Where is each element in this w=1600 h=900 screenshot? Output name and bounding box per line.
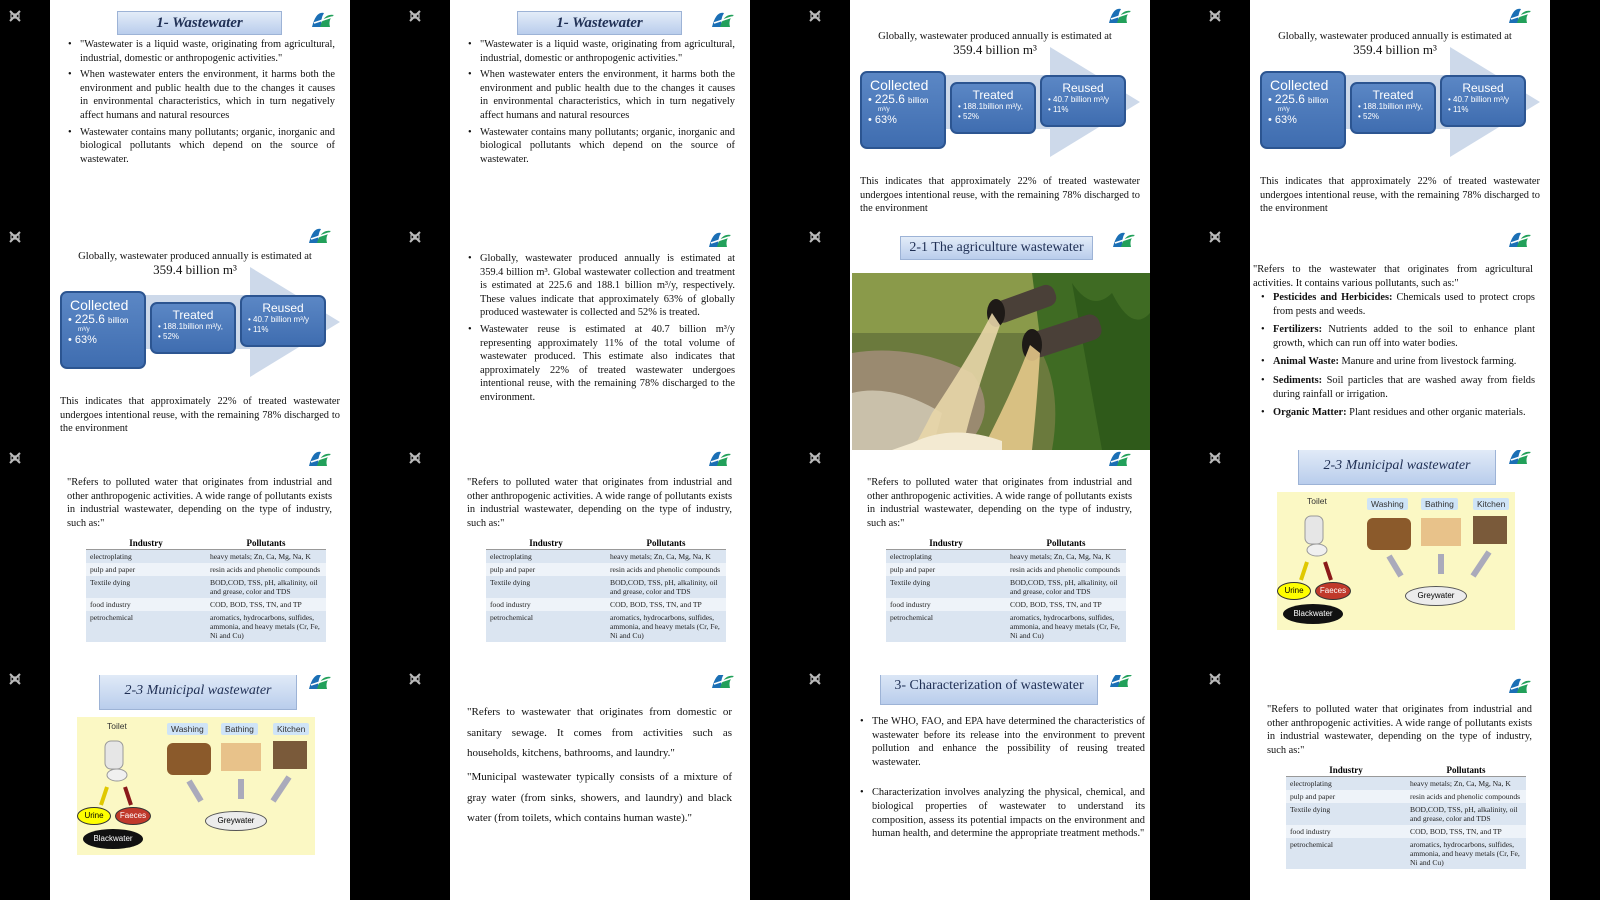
table-row <box>1286 777 1526 791</box>
pollutants-cell: resin acids and phenolic compounds <box>1006 563 1126 576</box>
reused-label: Reused <box>1062 81 1104 95</box>
collected-pct: 63% <box>874 114 897 126</box>
collected-unit: billion <box>1308 96 1329 105</box>
pollutants-cell: COD, BOD, TSS, TN, and TP <box>206 598 326 611</box>
slide-column-1 <box>50 0 350 900</box>
column-header: Pollutants <box>1406 764 1526 777</box>
pollutants-cell: aromatics, hydrocarbons, sulfides, ammonia, and heavy metals (Cr, Fe, Ni and Cu) <box>206 611 326 642</box>
wastewater-flow-diagram <box>860 47 1140 157</box>
bullet-item: • The WHO, FAO, and EPA have determined the characteristics of wastewater before its release into the environment to prevent pollution and enhance the possibility of reusing treated wastewater. <box>862 715 1145 769</box>
washing-label: Washing <box>1367 498 1408 510</box>
municipal-definition: "Refers to wastewater that originates from domestic or sanitary sewage. It comes from activities such as households, kitchens, bathrooms, and laundry." <box>467 706 732 759</box>
table-row <box>1286 825 1526 838</box>
pollutant-list <box>1253 291 1535 425</box>
treated-pct: 52% <box>963 112 980 121</box>
table-row <box>886 611 1126 642</box>
industry-cell: pulp and paper <box>1286 790 1406 803</box>
slide-title: 1- Wastewater <box>517 11 682 35</box>
bullet-item: • Globally, wastewater produced annually is estimated at 359.4 billion m³. Global wastewater collection and treatment is estimated at 225.6 and 188.1 billion m³/y, respectively. These values indicate that approximately 63% of globally produced wastewater is collected and 52% is treated. <box>470 252 735 320</box>
table-row <box>886 598 1126 611</box>
washing-label: Washing <box>167 723 208 735</box>
pollutant-item <box>1263 374 1535 401</box>
industry-cell: Textile dying <box>86 576 206 598</box>
global-total: 359.4 billion m³ <box>1353 42 1437 57</box>
slide-industrial[interactable] <box>850 450 1150 675</box>
collected-box: Collected • 225.6 billion m³/y • 63% <box>60 291 146 369</box>
pollutant-term: Pesticides and Herbicides: <box>1273 292 1393 303</box>
table-row <box>486 611 726 642</box>
table-row <box>1286 790 1526 803</box>
pollutant-description: Chemicals used to protect crops from pests and weeds. <box>1273 292 1535 317</box>
column-header: Industry <box>86 537 206 550</box>
treated-pct: 52% <box>1363 112 1380 121</box>
column-header: Industry <box>886 537 1006 550</box>
table-row <box>86 598 326 611</box>
greywater-label: Greywater <box>1405 586 1467 606</box>
slide-municipal-text[interactable] <box>450 675 750 900</box>
pollutant-description: Manure and urine from livestock farming. <box>1338 356 1517 368</box>
company-logo-icon <box>707 450 733 470</box>
bullet-item: • Characterization involves analyzing the physical, chemical, and biological properties of wastewater to understand its composition, assess its potential impacts on the environment and human health, and determine the appropriate treatment methods." <box>862 786 1145 840</box>
slide-industrial[interactable] <box>50 450 350 675</box>
industrial-definition: "Refers to polluted water that originates from industrial and other anthropogenic activities. A wide range of pollutants exists in industrial wastewater, depending on the type of industry, such as:" <box>467 477 732 529</box>
treated-label: Treated <box>972 88 1014 102</box>
slide-global-flow[interactable] <box>50 225 350 450</box>
slide-title: 2-1 The agriculture wastewater <box>900 236 1093 260</box>
bullet-item: • Wastewater reuse is estimated at 40.7 billion m³/y representing approximately 11% of the total volume of wastewater produced. This estimate also indicates that approximately 22% of treated wastewater undergoes intentional reuse, with the remaining 78% discharged to the environment. <box>470 323 735 405</box>
reuse-conclusion: This indicates that approximately 22% of treated wastewater undergoes intentional reuse, with the remaining 78% discharged to the environment <box>1260 176 1540 215</box>
faeces-label: Faeces <box>115 807 151 825</box>
pollutants-cell: heavy metals; Zn, Ca, Mg, Na, K <box>606 550 726 564</box>
table-row <box>486 563 726 576</box>
grid-icon[interactable] <box>808 451 822 465</box>
grid-icon[interactable] <box>1208 230 1222 244</box>
pollutants-table <box>86 537 326 642</box>
pollutants-cell: heavy metals; Zn, Ca, Mg, Na, K <box>206 550 326 564</box>
column-header: Pollutants <box>206 537 326 550</box>
grid-icon[interactable] <box>1208 451 1222 465</box>
company-logo-icon <box>1107 5 1133 27</box>
pollutant-term: Organic Matter: <box>1273 407 1347 419</box>
pollutant-item <box>1263 291 1535 318</box>
industry-cell: petrochemical <box>1286 838 1406 869</box>
slide-municipal[interactable] <box>1250 450 1550 675</box>
collected-label: Collected <box>870 77 929 93</box>
collected-label: Collected <box>70 297 129 313</box>
slide-title: 1- Wastewater <box>117 11 282 35</box>
grid-icon[interactable] <box>8 451 22 465</box>
industry-cell: electroplating <box>1286 777 1406 791</box>
treated-box: Treated • 188.1billion m³/y, • 52% <box>1350 82 1436 134</box>
collected-value: 225.6 <box>1274 92 1305 106</box>
slide-title: 2-3 Municipal wastewater <box>99 675 297 710</box>
company-logo-icon <box>710 675 736 692</box>
table-row <box>886 550 1126 564</box>
pollutants-cell: resin acids and phenolic compounds <box>606 563 726 576</box>
company-logo-icon <box>310 9 336 31</box>
global-total: 359.4 billion m³ <box>953 42 1037 57</box>
pollutants-cell: COD, BOD, TSS, TN, and TP <box>1406 825 1526 838</box>
blackwater-label: Blackwater <box>83 829 143 849</box>
pollutants-cell: resin acids and phenolic compounds <box>206 563 326 576</box>
company-logo-icon <box>1107 450 1133 470</box>
municipal-diagram <box>1277 492 1515 630</box>
table-row <box>486 550 726 564</box>
slide-global-flow[interactable] <box>850 0 1150 225</box>
pollutants-cell: aromatics, hydrocarbons, sulfides, ammonia, and heavy metals (Cr, Fe, Ni and Cu) <box>1406 838 1526 869</box>
treated-label: Treated <box>1372 88 1414 102</box>
pollutants-table <box>486 537 726 642</box>
municipal-composition: "Municipal wastewater typically consists of a mixture of gray water (from sinks, showers, and laundry) and black water (from toilets, which contains human waste)." <box>467 771 732 824</box>
collected-unit2: m³/y <box>878 107 890 113</box>
reuse-conclusion: This indicates that approximately 22% of treated wastewater undergoes intentional reuse, with the remaining 78% discharged to the environment <box>860 176 1140 215</box>
company-logo-icon <box>707 229 733 251</box>
reused-value: 40.7 billion m³/y <box>253 315 310 324</box>
pollutant-description: Soil particles that are washed away from fields during rainfall or irrigation. <box>1273 374 1535 400</box>
grid-icon[interactable] <box>8 230 22 244</box>
pollutants-cell: COD, BOD, TSS, TN, and TP <box>1006 598 1126 611</box>
industry-cell: food industry <box>486 598 606 611</box>
slide-global-text[interactable] <box>450 225 750 450</box>
collected-pct: 63% <box>74 334 97 346</box>
collected-box: Collected • 225.6 billion m³/y • 63% <box>860 71 946 149</box>
global-intro: Globally, wastewater produced annually is estimated at <box>1278 31 1512 42</box>
reuse-conclusion: This indicates that approximately 22% of treated wastewater undergoes intentional reuse, with the remaining 78% discharged to the environment <box>60 396 340 435</box>
industry-cell: food industry <box>886 598 1006 611</box>
slide-column-2 <box>450 0 750 900</box>
industry-cell: pulp and paper <box>486 563 606 576</box>
municipal-diagram <box>77 717 315 855</box>
table-row <box>486 576 726 598</box>
industrial-definition: "Refers to polluted water that originates from industrial and other anthropogenic activities. A wide range of pollutants exists in industrial wastewater, depending on the type of industry, such as:" <box>67 477 332 529</box>
treated-label: Treated <box>172 308 214 322</box>
bullet-list <box>460 252 735 408</box>
treated-value: 188.1billion m³/y, <box>1363 102 1423 111</box>
industry-cell: pulp and paper <box>86 563 206 576</box>
global-intro: Globally, wastewater produced annually is estimated at <box>78 251 312 262</box>
company-logo-icon <box>307 225 333 247</box>
pollutants-cell: BOD,COD, TSS, pH, alkalinity, oil and grease, color and TDS <box>606 576 726 598</box>
slide-industrial[interactable] <box>1250 675 1550 900</box>
pollutants-cell: aromatics, hydrocarbons, sulfides, ammonia, and heavy metals (Cr, Fe, Ni and Cu) <box>1006 611 1126 642</box>
grid-icon[interactable] <box>8 672 22 686</box>
column-header: Industry <box>486 537 606 550</box>
slide-wastewater-intro[interactable] <box>450 0 750 225</box>
pollutant-term: Animal Waste: <box>1273 356 1339 368</box>
collected-value: 225.6 <box>74 312 105 326</box>
grid-icon[interactable] <box>408 451 422 465</box>
reused-label: Reused <box>1462 81 1504 95</box>
pollutants-cell: BOD,COD, TSS, pH, alkalinity, oil and grease, color and TDS <box>206 576 326 598</box>
collected-label: Collected <box>1270 77 1329 93</box>
collected-unit2: m³/y <box>78 327 90 333</box>
industry-cell: pulp and paper <box>886 563 1006 576</box>
company-logo-icon <box>710 9 736 31</box>
table-row <box>86 550 326 564</box>
reused-value: 40.7 billion m³/y <box>1453 95 1510 104</box>
bullet-list <box>460 38 735 169</box>
pollutants-cell: heavy metals; Zn, Ca, Mg, Na, K <box>1006 550 1126 564</box>
company-logo-icon <box>1507 675 1533 697</box>
column-header: Pollutants <box>606 537 726 550</box>
slide-column-3 <box>850 0 1150 900</box>
company-logo-icon <box>1111 229 1137 251</box>
slide-column-4 <box>1250 0 1550 900</box>
slide-title: 2-3 Municipal wastewater <box>1298 450 1496 485</box>
bathing-label: Bathing <box>221 723 258 735</box>
collected-box: Collected • 225.6 billion m³/y • 63% <box>1260 71 1346 149</box>
company-logo-icon <box>1507 5 1533 27</box>
pollutants-cell: aromatics, hydrocarbons, sulfides, ammonia, and heavy metals (Cr, Fe, Ni and Cu) <box>606 611 726 642</box>
table-row <box>486 598 726 611</box>
industry-cell: petrochemical <box>86 611 206 642</box>
grid-icon[interactable] <box>1208 672 1222 686</box>
bullet-item: • "Wastewater is a liquid waste, originating from agricultural, industrial, domestic or anthropogenic activities." <box>470 38 735 65</box>
bullet-item: • Wastewater contains many pollutants; organic, inorganic and biological pollutants which depend on the source of wastewater. <box>70 126 335 167</box>
reused-box: Reused • 40.7 billion m³/y • 11% <box>1040 75 1126 127</box>
grid-icon[interactable] <box>408 9 422 23</box>
pollutants-cell: heavy metals; Zn, Ca, Mg, Na, K <box>1406 777 1526 791</box>
company-logo-icon <box>307 450 333 470</box>
column-header: Pollutants <box>1006 537 1126 550</box>
bullet-item: • Wastewater contains many pollutants; organic, inorganic and biological pollutants which depend on the source of wastewater. <box>470 126 735 167</box>
table-row <box>1286 838 1526 869</box>
slide-global-flow[interactable] <box>1250 0 1550 225</box>
industry-cell: Textile dying <box>486 576 606 598</box>
grid-icon[interactable] <box>408 672 422 686</box>
bathing-label: Bathing <box>1421 498 1458 510</box>
company-logo-icon <box>1507 450 1533 468</box>
reused-box: Reused • 40.7 billion m³/y • 11% <box>1440 75 1526 127</box>
collected-unit: billion <box>108 316 129 325</box>
pollutants-cell: COD, BOD, TSS, TN, and TP <box>606 598 726 611</box>
slide-characterization[interactable] <box>850 675 1150 900</box>
grid-icon[interactable] <box>808 672 822 686</box>
pollutants-cell: BOD,COD, TSS, pH, alkalinity, oil and grease, color and TDS <box>1006 576 1126 598</box>
pollutants-table <box>886 537 1126 642</box>
industry-cell: petrochemical <box>886 611 1006 642</box>
company-logo-icon <box>307 675 333 693</box>
company-logo-icon <box>1108 675 1134 691</box>
industry-cell: electroplating <box>486 550 606 564</box>
kitchen-label: Kitchen <box>1473 498 1509 510</box>
slide-title: 3- Characterization of wastewater <box>880 675 1098 705</box>
industry-cell: Textile dying <box>1286 803 1406 825</box>
toilet-label: Toilet <box>107 721 127 731</box>
grid-icon[interactable] <box>808 230 822 244</box>
column-header: Industry <box>1286 764 1406 777</box>
table-row <box>1286 803 1526 825</box>
blackwater-label: Blackwater <box>1283 604 1343 624</box>
collected-value: 225.6 <box>874 92 905 106</box>
industrial-definition: "Refers to polluted water that originates from industrial and other anthropogenic activities. A wide range of pollutants exists in industrial wastewater, depending on the type of industry, such as:" <box>1267 704 1532 756</box>
urine-label: Urine <box>1277 582 1311 600</box>
agriculture-intro: "Refers to the wastewater that originates from agricultural activities. It contains various pollutants, such as:" <box>1253 264 1533 289</box>
pollutant-term: Fertilizers: <box>1273 324 1323 336</box>
slide-agriculture-photo[interactable] <box>850 225 1150 450</box>
treated-box: Treated • 188.1billion m³/y, • 52% <box>950 82 1036 134</box>
greywater-label: Greywater <box>205 811 267 831</box>
grid-icon[interactable] <box>408 230 422 244</box>
industry-cell: food industry <box>86 598 206 611</box>
kitchen-label: Kitchen <box>273 723 309 735</box>
wastewater-flow-diagram <box>60 267 340 377</box>
industry-cell: food industry <box>1286 825 1406 838</box>
bullet-item: • "Wastewater is a liquid waste, originating from agricultural, industrial, domestic or anthropogenic activities." <box>70 38 335 65</box>
collected-unit2: m³/y <box>1278 107 1290 113</box>
industry-cell: electroplating <box>86 550 206 564</box>
reused-value: 40.7 billion m³/y <box>1053 95 1110 104</box>
reused-pct: 11% <box>1053 105 1069 114</box>
urine-label: Urine <box>77 807 111 825</box>
pollutant-item <box>1263 406 1535 420</box>
pollutants-table <box>1286 764 1526 869</box>
discharge-pipe-photo <box>852 273 1150 450</box>
reused-box: Reused • 40.7 billion m³/y • 11% <box>240 295 326 347</box>
slide-industrial[interactable] <box>450 450 750 675</box>
pollutant-term: Sediments: <box>1273 374 1323 386</box>
grid-icon[interactable] <box>8 9 22 23</box>
company-logo-icon <box>1507 229 1533 251</box>
industry-cell: Textile dying <box>886 576 1006 598</box>
slide-wastewater-intro[interactable] <box>50 0 350 225</box>
treated-value: 188.1billion m³/y, <box>163 322 223 331</box>
treated-pct: 52% <box>163 332 180 341</box>
table-row <box>886 563 1126 576</box>
global-total: 359.4 billion m³ <box>153 262 237 277</box>
pollutant-item <box>1263 323 1535 350</box>
reused-pct: 11% <box>253 325 269 334</box>
pollutant-description: Nutrients added to the soil to enhance plant growth, which can run off into water bodies. <box>1273 324 1535 349</box>
pollutants-cell: BOD,COD, TSS, pH, alkalinity, oil and grease, color and TDS <box>1406 803 1526 825</box>
industrial-definition: "Refers to polluted water that originates from industrial and other anthropogenic activities. A wide range of pollutants exists in industrial wastewater, depending on the type of industry, such as:" <box>867 477 1132 529</box>
global-intro: Globally, wastewater produced annually is estimated at <box>878 31 1112 42</box>
pollutants-cell: resin acids and phenolic compounds <box>1406 790 1526 803</box>
wastewater-flow-diagram <box>1260 47 1540 157</box>
pollutant-item <box>1263 355 1535 369</box>
grid-icon[interactable] <box>1208 9 1222 23</box>
toilet-label: Toilet <box>1307 496 1327 506</box>
reused-pct: 11% <box>1453 105 1469 114</box>
treated-value: 188.1billion m³/y, <box>963 102 1023 111</box>
table-row <box>86 611 326 642</box>
collected-pct: 63% <box>1274 114 1297 126</box>
bullet-item: • When wastewater enters the environment, it harms both the environment and public health due to the changes it causes in environmental characteristics, which in turn negatively affect humans and natural resources <box>70 68 335 122</box>
bullet-item: • When wastewater enters the environment, it harms both the environment and public health due to the changes it causes in environmental characteristics, which in turn negatively affect humans and natural resources <box>470 68 735 122</box>
table-row <box>886 576 1126 598</box>
table-row <box>86 563 326 576</box>
slide-agriculture-text[interactable] <box>1250 225 1550 450</box>
faeces-label: Faeces <box>1315 582 1351 600</box>
grid-icon[interactable] <box>808 9 822 23</box>
collected-unit: billion <box>908 96 929 105</box>
industry-cell: petrochemical <box>486 611 606 642</box>
reused-label: Reused <box>262 301 304 315</box>
pollutant-description: Plant residues and other organic materials. <box>1346 407 1526 419</box>
table-row <box>86 576 326 598</box>
bullet-list <box>852 715 1145 844</box>
slide-municipal[interactable] <box>50 675 350 900</box>
industry-cell: electroplating <box>886 550 1006 564</box>
bullet-list <box>60 38 335 169</box>
treated-box: Treated • 188.1billion m³/y, • 52% <box>150 302 236 354</box>
